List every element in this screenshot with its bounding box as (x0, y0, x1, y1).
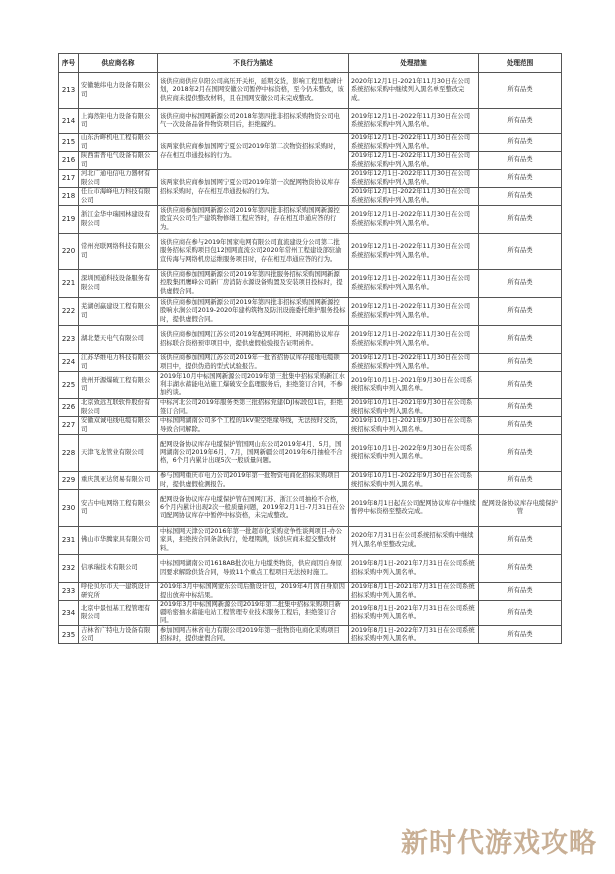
handling-measure: 2019年12月1日-2022年11月30日在公司系统招标采购中列入黑名单。 (349, 170, 479, 188)
supplier-name: 呼伦贝尔市天一建筑设计研究所 (79, 583, 158, 601)
table-row (59, 555, 562, 583)
supplier-name: 山东沂畔机电工程有限公司 (79, 134, 158, 152)
supplier-name: 江苏华维电力科技有限公司 (79, 354, 158, 372)
misconduct-description: 该两家供应商参加国网宁夏公司2019年第一次配网物资协议库存招标采购时，存在相互串通投标的行为。 (158, 170, 349, 206)
misconduct-description: 该供应商参加国网江苏公司2019年一批省招协议库存接地电缆锁项目中，提供伪造的型式试验报告。 (158, 354, 349, 372)
misconduct-description: 参与国网重庆市电力公司2019年第一批物资电商化招标采购项目时，提供虚假检测报告。 (158, 472, 349, 490)
table-row (59, 490, 562, 527)
handling-scope: 所有品类 (479, 626, 562, 644)
misconduct-description: 中标河北公司2019年服务类第三批招标党建(DJ)标段包1后，拒绝签订合同。 (158, 399, 349, 417)
row-number: 222 (59, 298, 79, 326)
misconduct-description: 该供应商参加国网江苏公司2019年配网环网柜、环网箱协议库存招标联合资格预审项目中，提供虚假检验报告证明函件。 (158, 326, 349, 354)
table-body (59, 73, 562, 644)
row-number: 226 (59, 399, 79, 417)
row-number: 232 (59, 555, 79, 583)
supplier-name: 天津飞龙管业有限公司 (79, 435, 158, 472)
misconduct-description: 该两家供应商参加国网宁夏公司2019年第二次物资招标采购时，存在相互串通投标的行为。 (158, 134, 349, 170)
handling-scope: 所有品类 (479, 234, 562, 270)
row-number: 216 (59, 152, 79, 170)
handling-measure: 2019年10月1日-2021年9月30日在公司系统招标采购中列入黑名单。 (349, 372, 479, 399)
misconduct-description: 2019年10月中标国网新源公司2019年第三批集中招标采购新江水利丰湖水蓄能电站施工爆破安全监理服务后，拒绝签订合同，不参加约谈。 (158, 372, 349, 399)
row-number: 225 (59, 372, 79, 399)
supplier-name: 贵州开源爆破工程有限公司 (79, 372, 158, 399)
table-row (59, 435, 562, 472)
misconduct-description: 该供应商参加国网新源公司2019年第四批非招标采购国网新源控股宜兴公司生产建筑物修缮工程应答时，存在相互串通应答的行为。 (158, 206, 349, 234)
table-row (59, 109, 562, 134)
misconduct-description: 2019年3月中标国网蒙东公司后勤设计包，2019年4月因自身原因提出放弃中标结果。 (158, 583, 349, 601)
handling-scope: 所有品类 (479, 298, 562, 326)
misconduct-description: 中标国网湖南公司多个工程的1kV架空绝缘导线，无法按时交货，导致合同解除。 (158, 417, 349, 435)
row-number: 234 (59, 601, 79, 626)
handling-scope: 配网设备协议库存电缆保护管 (479, 490, 562, 527)
handling-scope: 所有品类 (479, 109, 562, 134)
row-number: 230 (59, 490, 79, 527)
row-number: 227 (59, 417, 79, 435)
handling-measure: 2019年10月1日-2021年9月30日在公司系统招标采购中列入黑名单。 (349, 417, 479, 435)
handling-measure: 2019年12月1日-2022年11月30日在公司系统招标采购中列入黑名单。 (349, 298, 479, 326)
supplier-name: 任丘市海峰电力科技有限公司 (79, 188, 158, 206)
row-number: 223 (59, 326, 79, 354)
supplier-name: 安吉中电网络工程有限公司 (79, 490, 158, 527)
handling-scope: 所有品类 (479, 372, 562, 399)
row-number: 213 (59, 73, 79, 109)
misconduct-description: 该供应商在参与2019年国家电网有限公司直流建设分公司第二批服务招标采购项目包12国网直流公司2020年常州工程建设部驻渝宣传海与网络机房运维服务项目时，存在相互串通应答的行为。 (158, 234, 349, 270)
handling-measure: 2019年8月1日-2021年7月31日在公司系统招标采购中列入黑名单。 (349, 583, 479, 601)
handling-measure: 2019年12月1日-2022年11月30日在公司系统招标采购中列入黑名单。 (349, 152, 479, 170)
handling-measure: 2019年12月1日-2022年11月30日在公司系统招标采购中列入黑名单。 (349, 134, 479, 152)
watermark: 新时代游戏攻略 (401, 828, 597, 859)
handling-scope: 所有品类 (479, 583, 562, 601)
supplier-name: 常州亮联网络科技有限公司 (79, 234, 158, 270)
handling-scope: 所有品类 (479, 555, 562, 583)
supplier-name: 陕西雷普电气设备有限公司 (79, 152, 158, 170)
supplier-name: 湖北楚天电气有限公司 (79, 326, 158, 354)
handling-scope: 所有品类 (479, 399, 562, 417)
table-row (59, 472, 562, 490)
handling-measure: 2020年7月31日在公司系统招标采购中继续列入黑名单至整改完成。 (349, 527, 479, 555)
handling-scope: 所有品类 (479, 354, 562, 372)
row-number: 235 (59, 626, 79, 644)
table-row (59, 527, 562, 555)
handling-measure: 2019年12月1日-2022年11月30日在公司系统招标采购中列入黑名单。 (349, 354, 479, 372)
handling-measure: 2019年12月1日-2022年11月30日在公司系统招标采购中列入黑名单。 (349, 326, 479, 354)
table-row (59, 326, 562, 354)
handling-measure: 2019年12月1日-2022年11月30日在公司系统招标采购中列入黑名单。 (349, 270, 479, 298)
misconduct-description: 配网设备协议库存电缆保护管国网山东公司2019年4月、5月，国网湖南公司2019年6月、7月，国网新疆公司2019年6月抽检不合格，6个月内累计出现5次一般质量问题。 (158, 435, 349, 472)
handling-measure: 2019年12月1日-2022年11月30日在公司系统招标采购中列入黑名单。 (349, 109, 479, 134)
row-number: 224 (59, 354, 79, 372)
supplier-name: 重庆凯亚达贸易有限公司 (79, 472, 158, 490)
row-number: 217 (59, 170, 79, 188)
misconduct-description: 中标国网天津公司2016年第一批超市化采购竞争性谈判项目-办公家具，拒绝按合同条款执行，处理期满，该供应商未提交整改材料。 (158, 527, 349, 555)
supplier-blacklist-table (58, 53, 562, 644)
table-row (59, 354, 562, 372)
supplier-name: 芜湖创赢建设工程有限公司 (79, 298, 158, 326)
misconduct-description: 该供应商中标国网新源公司2018年第四批非招标采购物资公司电气一次设备品备件物资项目后，拒绝履约。 (158, 109, 349, 134)
handling-scope: 所有品类 (479, 417, 562, 435)
handling-scope: 所有品类 (479, 152, 562, 170)
handling-scope: 所有品类 (479, 435, 562, 472)
misconduct-description: 该供应商参加国网新源公司2019年第四批非招标采购国网新源控股响水涧公司2019-2020年建构筑物及防汛设施委托维护服务投标时，提供虚假合同。 (158, 298, 349, 326)
supplier-name: 上海然钜电力设备有限公司 (79, 109, 158, 134)
supplier-name: 河北广通电信电力器材有限公司 (79, 170, 158, 188)
handling-measure: 2019年8月1日-2021年7月31日在公司系统招标采购中列入黑名单。 (349, 555, 479, 583)
handling-scope: 所有品类 (479, 527, 562, 555)
table-row (59, 73, 562, 109)
header-supplier: 供应商名称 (79, 54, 158, 73)
handling-scope: 所有品类 (479, 472, 562, 490)
handling-scope: 所有品类 (479, 134, 562, 152)
handling-scope: 所有品类 (479, 170, 562, 188)
row-number: 215 (59, 134, 79, 152)
handling-measure: 2019年12月1日-2022年11月30日在公司系统招标采购中列入黑名单。 (349, 234, 479, 270)
supplier-name: 信承瑞技术有限公司 (79, 555, 158, 583)
table-row (59, 601, 562, 626)
table-row (59, 417, 562, 435)
table-row (59, 270, 562, 298)
handling-measure: 2019年10月1日-2022年9月30日在公司系统招标采购中列入黑名单。 (349, 472, 479, 490)
table-row (59, 399, 562, 417)
misconduct-description: 该供应商供应阜阳公司高压开关柜，延期交货，影响工程里程碑计划，2018年2月在国网安徽公司暂停中标资格，至今仍未整改，该供应商未提供整改材料，且在国网安徽公司未完成整改。 (158, 73, 349, 109)
misconduct-description: 参加国网吉林省电力有限公司2019年第一批物资电商化采购项目招标时，提供虚假合同。 (158, 626, 349, 644)
table-row (59, 626, 562, 644)
misconduct-description: 该供应商参加国网新源公司2019年第四批服务招标采购国网新源控股集团鹰峰公司新厂房消防水源设备购置及安装项目投标时，提供虚假合同。 (158, 270, 349, 298)
handling-measure: 2019年12月1日-2022年11月30日在公司系统招标采购中列入黑名单。 (349, 206, 479, 234)
handling-scope: 所有品类 (479, 188, 562, 206)
supplier-name: 北京致远互联软件股份有限公司 (79, 399, 158, 417)
supplier-name: 北京中景恒基工程管理有限公司 (79, 601, 158, 626)
misconduct-description: 配网设备协议库存电缆保护管在国网江苏、浙江公司抽检不合格，6个月内累计出现2次一般质量问题，2019年2月1日-7月31日在公司配网协议库存中暂停中标资格，未完成整改。 (158, 490, 349, 527)
handling-measure: 2019年8月1日-2021年7月31日在公司系统招标采购中列入黑名单。 (349, 601, 479, 626)
handling-scope: 所有品类 (479, 326, 562, 354)
header-scope: 处理范围 (479, 54, 562, 73)
row-number: 228 (59, 435, 79, 472)
handling-measure: 2019年8月1日起在公司配网协议库存中继续暂停中标资格至整改完成。 (349, 490, 479, 527)
document-page (58, 53, 561, 644)
handling-measure: 2020年12月1日-2021年11月30日在公司系统招标采购中继续列入黑名单至整改完成。 (349, 73, 479, 109)
handling-measure: 2019年10月1日-2022年9月30日在公司系统招标采购中列入黑名单。 (349, 435, 479, 472)
row-number: 220 (59, 234, 79, 270)
row-number: 233 (59, 583, 79, 601)
handling-measure: 2019年8月1日-2022年7月31日在公司系统招标采购中列入黑名单。 (349, 626, 479, 644)
handling-scope: 所有品类 (479, 270, 562, 298)
row-number: 229 (59, 472, 79, 490)
handling-scope: 所有品类 (479, 601, 562, 626)
supplier-name: 佛山市华腾家具有限公司 (79, 527, 158, 555)
supplier-name: 安徽驰纬电力设备有限公司 (79, 73, 158, 109)
handling-scope: 所有品类 (479, 73, 562, 109)
header-description: 不良行为描述 (158, 54, 349, 73)
header-no: 序号 (59, 54, 79, 73)
supplier-name: 深圳国通科技设备服务有限公司 (79, 270, 158, 298)
table-row (59, 170, 562, 188)
table-row (59, 134, 562, 152)
supplier-name: 浙江金华中瑞园林建设有限公司 (79, 206, 158, 234)
row-number: 219 (59, 206, 79, 234)
table-row (59, 583, 562, 601)
supplier-name: 安徽双诚电线电缆有限公司 (79, 417, 158, 435)
table-header-row (59, 54, 562, 73)
table-row (59, 298, 562, 326)
row-number: 221 (59, 270, 79, 298)
header-measure: 处理措施 (349, 54, 479, 73)
handling-measure: 2019年10月1日-2021年9月30日在公司系统招标采购中列入黑名单。 (349, 399, 479, 417)
row-number: 218 (59, 188, 79, 206)
table-row (59, 206, 562, 234)
table-row (59, 372, 562, 399)
row-number: 214 (59, 109, 79, 134)
misconduct-description: 中标国网湖南公司1618AB批次电力电缆类物资，供应商因自身原因要求解除供货合同，导致11个重点工程项目无法按时施工。 (158, 555, 349, 583)
supplier-name: 吉林省广特电力设备有限公司 (79, 626, 158, 644)
handling-scope: 所有品类 (479, 206, 562, 234)
misconduct-description: 2019年3月中标国网新源公司2019年第二批集中招标采购项目新疆哈密抽水蓄能电站工程管理专业技术服务工程后，拒绝签订合同。 (158, 601, 349, 626)
table-row (59, 234, 562, 270)
handling-measure: 2019年12月1日-2022年11月30日在公司系统招标采购中列入黑名单。 (349, 188, 479, 206)
row-number: 231 (59, 527, 79, 555)
